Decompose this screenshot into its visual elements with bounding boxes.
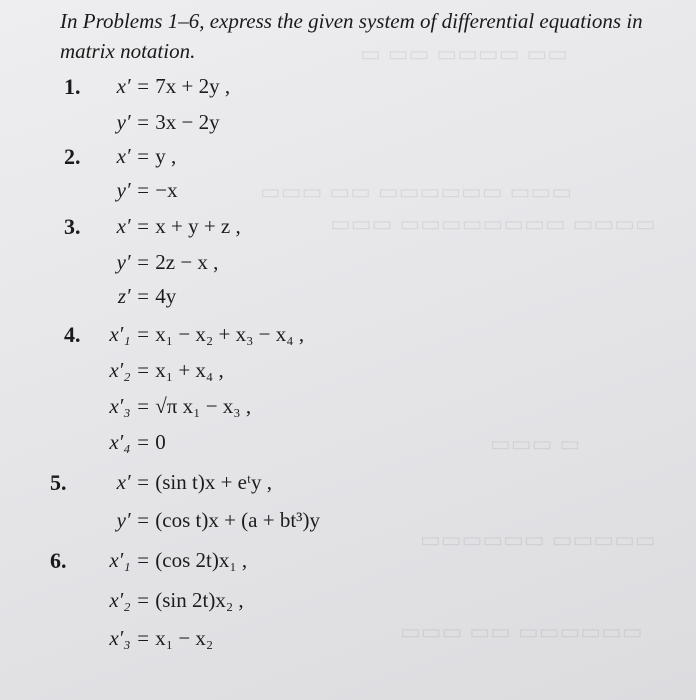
equation-line: x′₁ = (cos 2t)x₁ ,	[109, 548, 248, 572]
equation-line: y′ = (cos t)x + (a + bt³)y	[116, 508, 320, 532]
problems-intro: In Problems 1–6, express the given system of differential equations in matrix notation.	[60, 9, 643, 63]
show-through-1: ▭ ▭▭ ▭▭▭▭ ▭▭	[360, 42, 569, 67]
equation-line: x′₂ = x₁ + x₄ ,	[109, 358, 224, 382]
problem-number: 6.	[50, 548, 67, 573]
equation-line: x′ = 7x + 2y ,	[116, 74, 231, 98]
equation-line: x′ = x + y + z ,	[116, 214, 241, 238]
problem-number: 2.	[64, 144, 81, 169]
problem-number: 3.	[64, 214, 81, 239]
equation-line: x′₂ = (sin 2t)x₂ ,	[109, 588, 244, 612]
show-through-4: ▭▭▭ ▭	[490, 432, 581, 457]
show-through-6: ▭▭▭ ▭▭ ▭▭▭▭▭▭	[400, 620, 643, 645]
equation-line: x′₄ = 0	[109, 430, 166, 454]
equation-line: x′₁ = x₁ − x₂ + x₃ − x₄ ,	[109, 322, 305, 346]
equation-line: y′ = 3x − 2y	[116, 110, 220, 134]
problem-number: 5.	[50, 470, 67, 495]
equation-line: y′ = 2z − x ,	[116, 250, 219, 274]
equation-line: x′₃ = x₁ − x₂	[109, 626, 214, 650]
equation-line: z′ = 4y	[117, 284, 177, 308]
show-through-3: ▭▭▭ ▭▭▭▭▭▭▭▭ ▭▭▭▭	[330, 212, 656, 237]
equation-line: y′ = −x	[116, 178, 178, 202]
equation-line: x′₃ = √π x₁ − x₃ ,	[109, 394, 252, 418]
equation-line: x′ = (sin t)x + eᵗy ,	[116, 470, 273, 494]
problem-number: 1.	[64, 74, 81, 99]
show-through-5: ▭▭▭▭▭▭ ▭▭▭▭▭	[420, 528, 656, 553]
show-through-2: ▭▭▭ ▭▭ ▭▭▭▭▭▭ ▭▭▭	[260, 180, 572, 205]
problem-number: 4.	[64, 322, 81, 347]
equation-line: x′ = y ,	[116, 144, 177, 168]
